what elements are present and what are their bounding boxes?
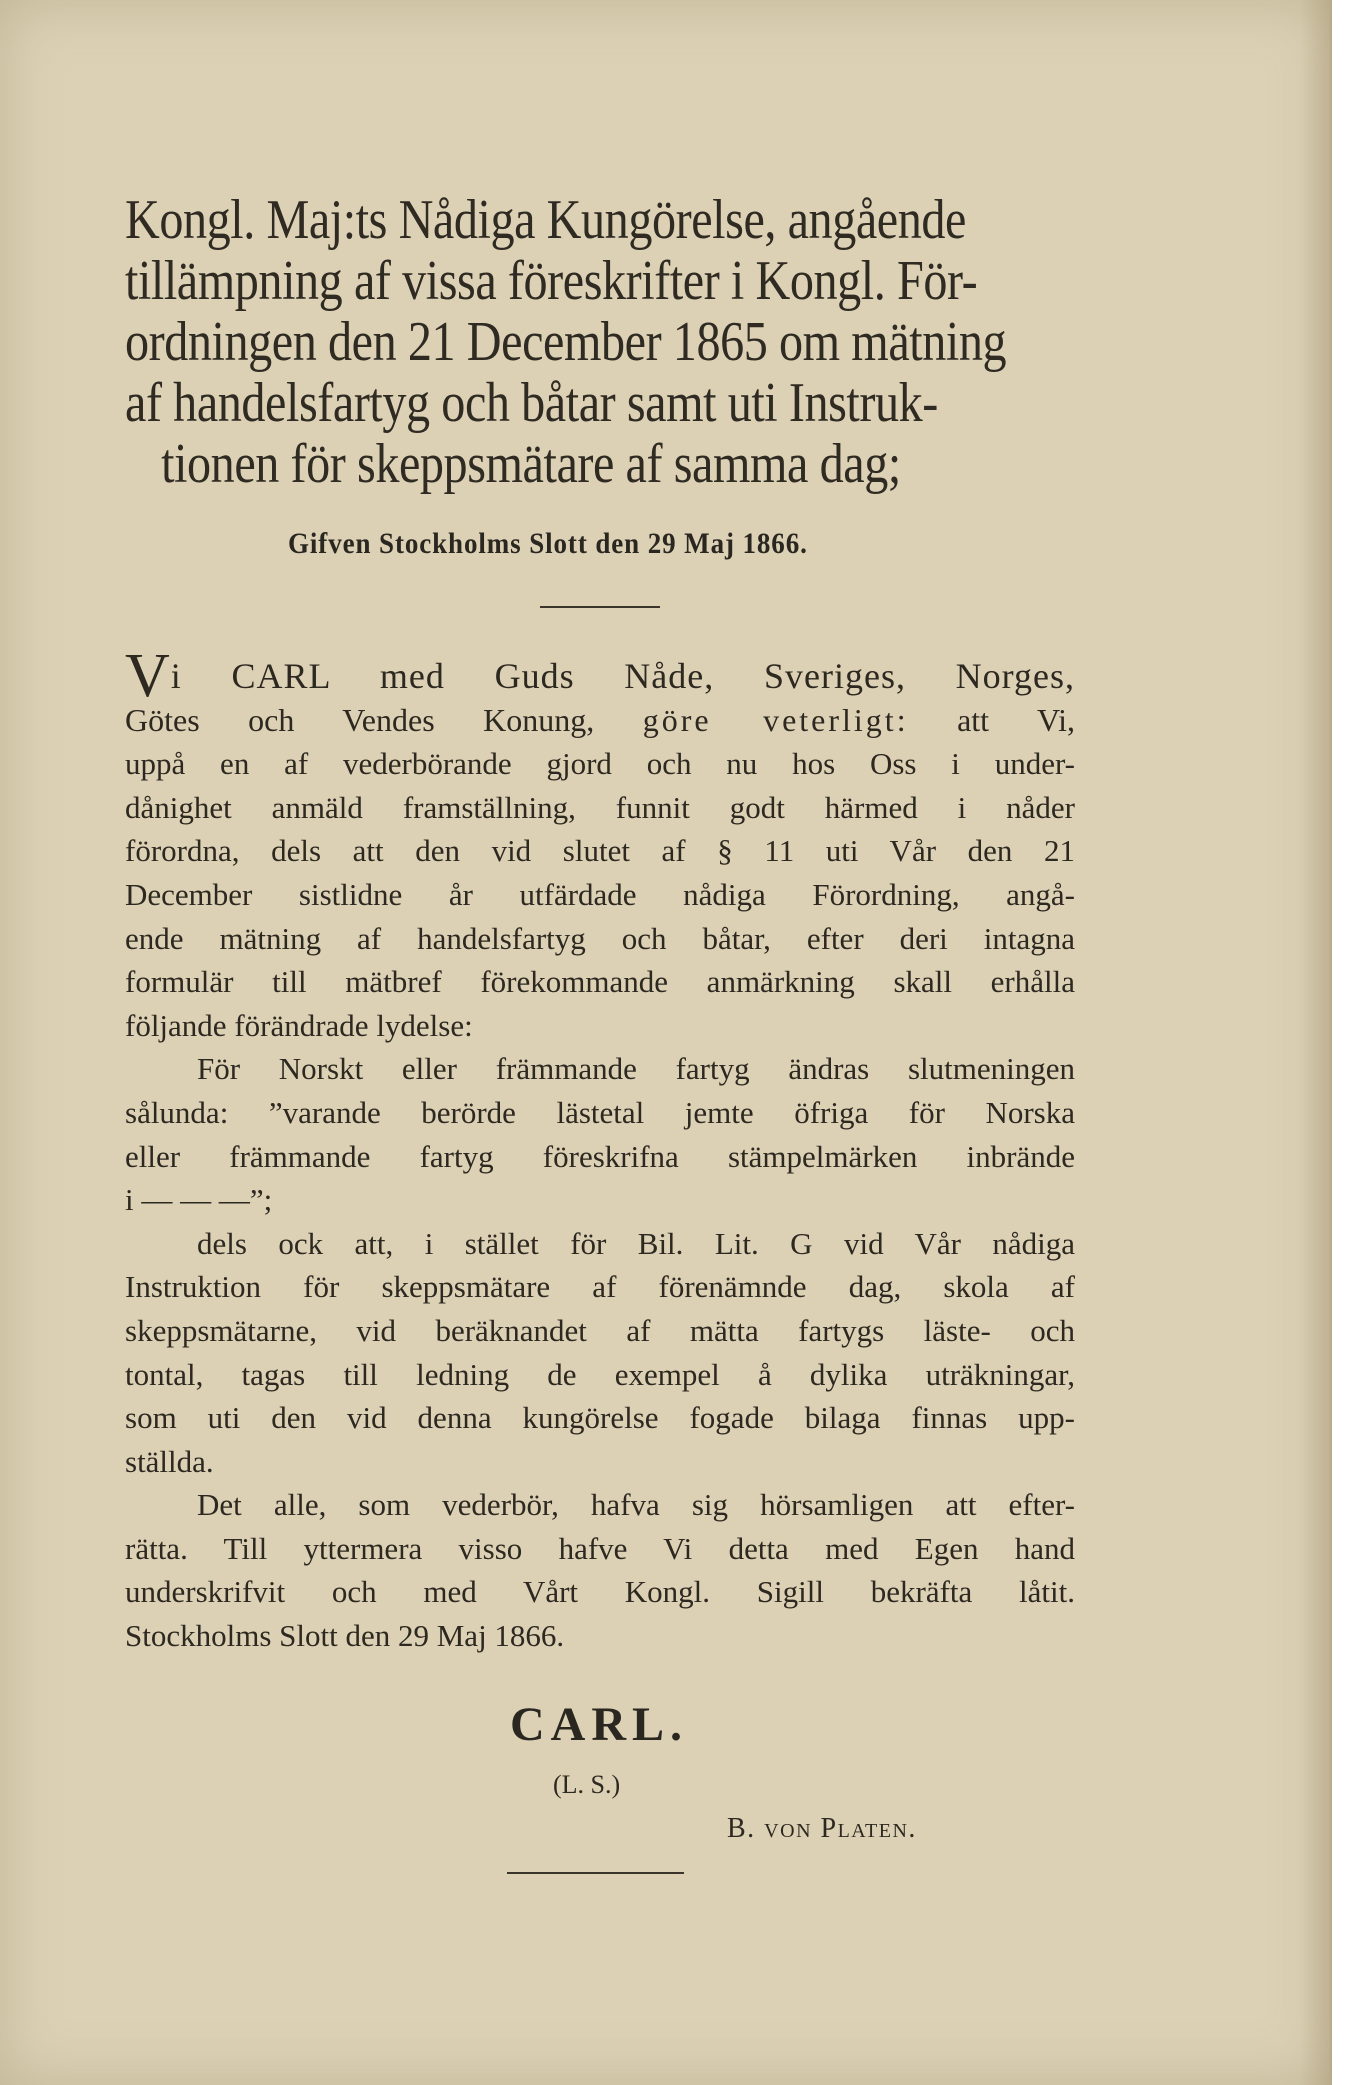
seal-mark: (L. S.)	[553, 1770, 621, 1799]
body-text: i CARL med Guds Nåde, Sveriges, Norges,	[170, 656, 1075, 696]
title-line: af handelsfartyg och båtar samt uti Instruk-	[125, 372, 938, 434]
body-text: Götes och Vendes Konung,	[125, 701, 595, 738]
proclamation-body	[125, 642, 1076, 1658]
body-line: dånighet anmäld framställning, funnit godt härmed i nåder	[125, 789, 1075, 825]
body-line: följande förändrade lydelse:	[125, 1007, 473, 1043]
title-line: Kongl. Maj:ts Nådiga Kungörelse, angående	[125, 189, 966, 251]
drop-cap: V	[125, 642, 171, 710]
body-line	[125, 699, 1075, 743]
body-line: dels ock att, i stället för Bil. Lit. G vid Vår nådiga	[197, 1225, 1075, 1261]
body-line: förordna, dels att den vid slutet af § 11 uti Vår den 21	[125, 833, 1075, 869]
body-text: att Vi,	[957, 701, 1076, 738]
body-line: som uti den vid denna kungörelse fogade bilaga finnas upp-	[125, 1400, 1075, 1436]
body-line: underskrifvit och med Vårt Kongl. Sigill bekräfta låtit.	[125, 1574, 1075, 1610]
title-line: tillämpning af vissa föreskrifter i Kongl. För-	[125, 250, 978, 312]
body-line	[125, 642, 1075, 710]
body-text: göre veterligt:	[642, 701, 909, 738]
body-line: December sistlidne år utfärdade nådiga Förordning, angå-	[125, 876, 1075, 912]
body-line: uppå en af vederbörande gjord och nu hos Oss i under-	[125, 746, 1075, 782]
body-line: sålunda: ”varande berörde lästetal jemte öfriga för Norska	[125, 1094, 1075, 1130]
body-line: Stockholms Slott den 29 Maj 1866.	[125, 1618, 565, 1654]
body-line: ställda.	[125, 1443, 214, 1479]
document-title	[125, 189, 1007, 495]
body-line: Instruktion för skeppsmätare af förenämnde dag, skola af	[125, 1269, 1075, 1305]
countersignature: B. von Platen.	[727, 1813, 917, 1844]
closing-rule	[507, 1872, 684, 1874]
date-subtitle: Gifven Stockholms Slott den 29 Maj 1866.	[288, 527, 808, 560]
body-line: eller främmande fartyg föreskrifna stämpelmärken inbrände	[125, 1138, 1075, 1174]
title-line: ordningen den 21 December 1865 om mätning	[125, 311, 1007, 373]
body-line: skeppsmätarne, vid beräknandet af mätta fartygs läste- och	[125, 1312, 1075, 1348]
body-line: Det alle, som vederbör, hafva sig hörsamligen att efter-	[197, 1487, 1075, 1523]
body-line: rätta. Till yttermera visso hafve Vi detta med Egen hand	[125, 1530, 1075, 1566]
divider-rule	[540, 606, 660, 608]
body-line: formulär till mätbref förekommande anmärkning skall erhålla	[125, 964, 1075, 1000]
body-line: i — — —”;	[125, 1182, 273, 1218]
body-line: tontal, tagas till ledning de exempel å dylika uträkningar,	[125, 1356, 1075, 1392]
title-line: tionen för skeppsmätare af samma dag;	[161, 433, 901, 495]
body-line: För Norskt eller främmande fartyg ändras slutmeningen	[197, 1051, 1075, 1087]
royal-signature: CARL.	[510, 1698, 689, 1751]
body-line: ende mätning af handelsfartyg och båtar, efter deri intagna	[125, 920, 1075, 956]
